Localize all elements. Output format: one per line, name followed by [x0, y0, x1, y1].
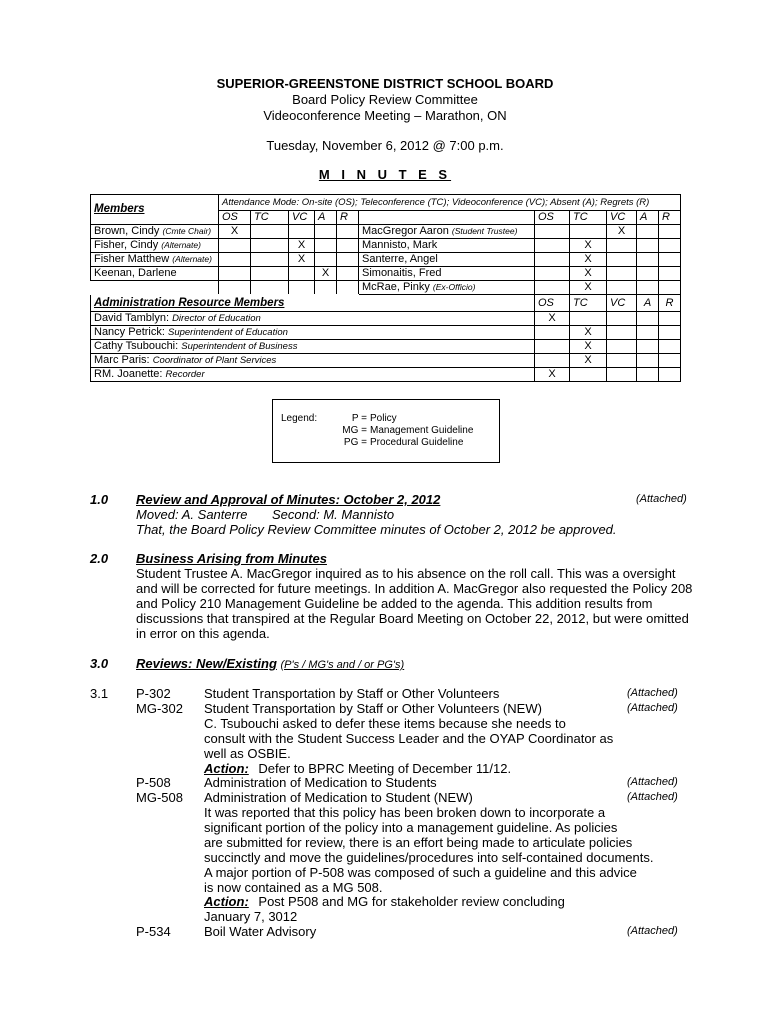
admin-row — [91, 340, 681, 354]
admin-role: Superintendent of Education — [167, 327, 288, 338]
member-name: Fisher Matthew — [94, 253, 170, 265]
mark-a — [637, 312, 659, 326]
action-continuation: January 7, 3012 — [204, 909, 298, 924]
minutes-heading: M I N U T E S — [318, 167, 452, 182]
member-name: Mannisto, Mark — [362, 239, 438, 251]
mark-r — [337, 267, 359, 281]
mark-os — [535, 225, 570, 239]
col-a: A — [315, 211, 337, 225]
admin-role: Coordinator of Plant Services — [152, 355, 277, 366]
member-name: McRae, Pinky — [362, 281, 430, 293]
action-text: Post P508 and MG for stakeholder review concluding — [258, 894, 565, 909]
mark-vc — [607, 354, 637, 368]
attendance-mode-legend: Attendance Mode: On-site (OS); Teleconference (TC); Videoconference (VC); Absent (A); Regrets (R) — [219, 195, 681, 211]
mark-a — [315, 239, 337, 253]
mark-r — [659, 281, 681, 295]
paragraph-line: A major portion of P-508 was composed of such a guideline and this advice — [204, 865, 637, 880]
paragraph-line: significant portion of the policy into a management guideline. As policies — [204, 820, 618, 835]
mark-r — [659, 368, 681, 382]
section-number: 3.0 — [90, 656, 109, 671]
spacer-cell — [359, 211, 535, 225]
committee-name: Board Policy Review Committee — [292, 92, 478, 107]
member-name: Keenan, Darlene — [94, 267, 177, 279]
legend-key: PG = — [343, 437, 367, 448]
mark-os: X — [219, 225, 251, 239]
section-title: Review and Approval of Minutes: October 2, 2012 — [136, 492, 441, 507]
mark-a — [637, 225, 659, 239]
mark-tc — [251, 239, 289, 253]
mark-tc: X — [570, 354, 607, 368]
member-row — [91, 253, 681, 267]
mark-vc — [607, 312, 637, 326]
col-r: R — [659, 211, 681, 225]
mark-tc: X — [570, 267, 607, 281]
item-title: Student Transportation by Staff or Other Volunteers — [204, 686, 500, 701]
col-os: OS — [535, 295, 570, 312]
mark-a — [637, 267, 659, 281]
mark-r — [659, 267, 681, 281]
admin-role: Superintendent of Business — [181, 341, 298, 352]
mark-tc: X — [570, 326, 607, 340]
admin-role: Recorder — [165, 369, 205, 380]
mark-a — [637, 340, 659, 354]
paragraph-line: Student Trustee A. MacGregor inquired as to his absence on the roll call. This was a oversight — [136, 566, 676, 581]
member-note: (Ex-Officio) — [432, 282, 476, 292]
item-code: P-508 — [136, 775, 171, 790]
member-row — [91, 225, 681, 239]
section-title-suffix: (P's / MG's and / or PG's) — [280, 659, 405, 671]
mark-os — [535, 354, 570, 368]
mark-a — [637, 368, 659, 382]
member-name: Fisher, Cindy — [94, 239, 159, 251]
mark-tc: X — [570, 253, 607, 267]
member-name: Simonaitis, Fred — [362, 267, 442, 279]
item-title: Student Transportation by Staff or Other Volunteers (NEW) — [204, 701, 542, 716]
action-line — [204, 894, 565, 909]
col-a: A — [637, 211, 659, 225]
motion-text: That, the Board Policy Review Committee minutes of October 2, 2012 be approved. — [136, 522, 617, 537]
action-label: Action: — [204, 761, 249, 776]
mark-tc — [251, 225, 289, 239]
mark-r — [659, 340, 681, 354]
item-code: P-302 — [136, 686, 171, 701]
admin-name: Marc Paris: — [94, 354, 150, 366]
mark-r — [659, 225, 681, 239]
col-tc: TC — [570, 211, 607, 225]
mark-tc: X — [570, 340, 607, 354]
mark-os — [219, 239, 251, 253]
mark-a — [637, 253, 659, 267]
mark-os: X — [535, 368, 570, 382]
member-row — [91, 281, 681, 295]
mark-r — [659, 326, 681, 340]
mark-tc: X — [570, 239, 607, 253]
mark-os — [535, 340, 570, 354]
mark-os — [535, 267, 570, 281]
attached-label: (Attached) — [636, 493, 687, 505]
action-line — [204, 761, 511, 776]
mark-vc — [607, 267, 637, 281]
mark-a: X — [315, 267, 337, 281]
moved-by: Moved: A. Santerre — [136, 507, 248, 522]
member-name: Santerre, Angel — [362, 253, 438, 265]
col-vc: VC — [289, 211, 315, 225]
paragraph-line: It was reported that this policy has been broken down to incorporate a — [204, 805, 606, 820]
col-r: R — [659, 295, 681, 312]
member-name: MacGregor Aaron — [362, 225, 449, 237]
mark-r — [659, 253, 681, 267]
member-row — [91, 239, 681, 253]
col-os: OS — [535, 211, 570, 225]
action-text: Defer to BPRC Meeting of December 11/12. — [258, 761, 512, 776]
section-title: Business Arising from Minutes — [136, 551, 327, 566]
mark-tc — [251, 267, 289, 281]
mark-os — [219, 253, 251, 267]
item-title: Boil Water Advisory — [204, 924, 317, 939]
item-title: Administration of Medication to Students — [204, 775, 437, 790]
paragraph-line: succinctly and move the guidelines/procedures into self-contained documents. — [204, 850, 654, 865]
item-code: P-534 — [136, 924, 171, 939]
col-tc: TC — [251, 211, 289, 225]
mark-tc — [570, 368, 607, 382]
mark-vc — [289, 267, 315, 281]
mark-tc — [570, 225, 607, 239]
mark-os — [535, 326, 570, 340]
action-label: Action: — [204, 894, 249, 909]
mark-vc — [607, 368, 637, 382]
admin-role: Director of Education — [172, 313, 261, 324]
section-title: Reviews: New/Existing — [136, 656, 277, 671]
attached-label: (Attached) — [627, 791, 678, 803]
item-title: Administration of Medication to Student (NEW) — [204, 790, 473, 805]
member-row — [91, 267, 681, 281]
paragraph-line: and will be corrected for future meetings. In addition A. MacGregor also requested the Policy 208 — [136, 581, 693, 596]
mark-r — [659, 354, 681, 368]
member-name: Brown, Cindy — [94, 225, 160, 237]
mark-a — [315, 253, 337, 267]
mark-tc — [570, 312, 607, 326]
mark-r — [659, 239, 681, 253]
admin-row — [91, 368, 681, 382]
admin-name: RM. Joanette: — [94, 368, 163, 380]
seconded-by: Second: M. Mannisto — [272, 507, 395, 522]
item-code: MG-508 — [136, 790, 183, 805]
mark-r — [337, 253, 359, 267]
mark-vc — [607, 326, 637, 340]
mark-vc — [289, 225, 315, 239]
section-number: 1.0 — [90, 492, 109, 507]
mark-os — [535, 281, 570, 295]
legend-value: Procedural Guideline — [370, 437, 464, 448]
mark-tc: X — [570, 281, 607, 295]
member-note: (Cmte Chair) — [162, 226, 212, 236]
paragraph-line: discussions that transpired at the Regular Board Meeting on October 22, 2012, but were omitted — [136, 611, 689, 626]
paragraph-line: consult with the Student Success Leader and the OYAP Coordinator as — [204, 731, 614, 746]
item-code: MG-302 — [136, 701, 183, 716]
document-title: SUPERIOR-GREENSTONE DISTRICT SCHOOL BOARD — [216, 76, 554, 91]
paragraph-line: is now contained as a MG 508. — [204, 880, 383, 895]
admin-name: David Tamblyn: — [94, 312, 169, 324]
mark-vc — [607, 239, 637, 253]
legend-value: Policy — [370, 413, 397, 424]
legend-box — [272, 399, 500, 463]
meeting-location: Videoconference Meeting – Marathon, ON — [263, 108, 507, 123]
meeting-date: Tuesday, November 6, 2012 @ 7:00 p.m. — [266, 138, 504, 153]
attached-label: (Attached) — [627, 925, 678, 937]
attached-label: (Attached) — [627, 702, 678, 714]
section-title-row — [136, 656, 404, 671]
col-vc: VC — [607, 295, 637, 312]
mark-os: X — [535, 312, 570, 326]
mark-vc: X — [607, 225, 637, 239]
mark-a — [315, 225, 337, 239]
member-note: (Student Trustee) — [451, 226, 518, 236]
attached-label: (Attached) — [627, 776, 678, 788]
admin-name: Cathy Tsubouchi: — [94, 340, 179, 352]
mark-r — [337, 239, 359, 253]
members-label: Members — [91, 195, 219, 225]
admin-header-row — [91, 295, 681, 312]
section-number: 2.0 — [90, 551, 109, 566]
mark-a — [637, 326, 659, 340]
legend-value: Management Guideline — [370, 425, 474, 436]
paragraph-line: are submitted for review, there is an effort being made to articulate policies — [204, 835, 633, 850]
admin-label: Administration Resource Members — [91, 295, 535, 312]
mark-tc — [251, 253, 289, 267]
col-tc: TC — [570, 295, 607, 312]
legend-label: Legend: — [281, 413, 318, 424]
legend-key: P = — [351, 413, 367, 424]
mark-vc: X — [289, 253, 315, 267]
attendance-table — [90, 194, 681, 382]
paragraph-line: well as OSBIE. — [204, 746, 291, 761]
col-vc: VC — [607, 211, 637, 225]
mark-r — [337, 225, 359, 239]
mark-vc — [607, 340, 637, 354]
legend-key: MG = — [342, 425, 367, 436]
paragraph-line: C. Tsubouchi asked to defer these items because she needs to — [204, 716, 566, 731]
paragraph-line: and Policy 210 Management Guideline be added to the agenda. This addition results from — [136, 596, 653, 611]
col-a: A — [637, 295, 659, 312]
mark-a — [637, 239, 659, 253]
admin-row — [91, 354, 681, 368]
admin-row — [91, 312, 681, 326]
mark-os — [535, 239, 570, 253]
mark-vc — [607, 281, 637, 295]
mark-a — [637, 281, 659, 295]
mark-r — [659, 312, 681, 326]
member-note: (Alternate) — [172, 254, 212, 264]
mark-a — [637, 354, 659, 368]
attached-label: (Attached) — [627, 687, 678, 699]
mark-vc: X — [289, 239, 315, 253]
col-r: R — [337, 211, 359, 225]
mark-os — [219, 267, 251, 281]
member-note: (Alternate) — [161, 240, 201, 250]
paragraph-line: in error on this agenda. — [136, 626, 270, 641]
admin-name: Nancy Petrick: — [94, 326, 165, 338]
mark-os — [535, 253, 570, 267]
admin-row — [91, 326, 681, 340]
col-os: OS — [219, 211, 251, 225]
subsection-number: 3.1 — [90, 686, 109, 701]
mark-vc — [607, 253, 637, 267]
